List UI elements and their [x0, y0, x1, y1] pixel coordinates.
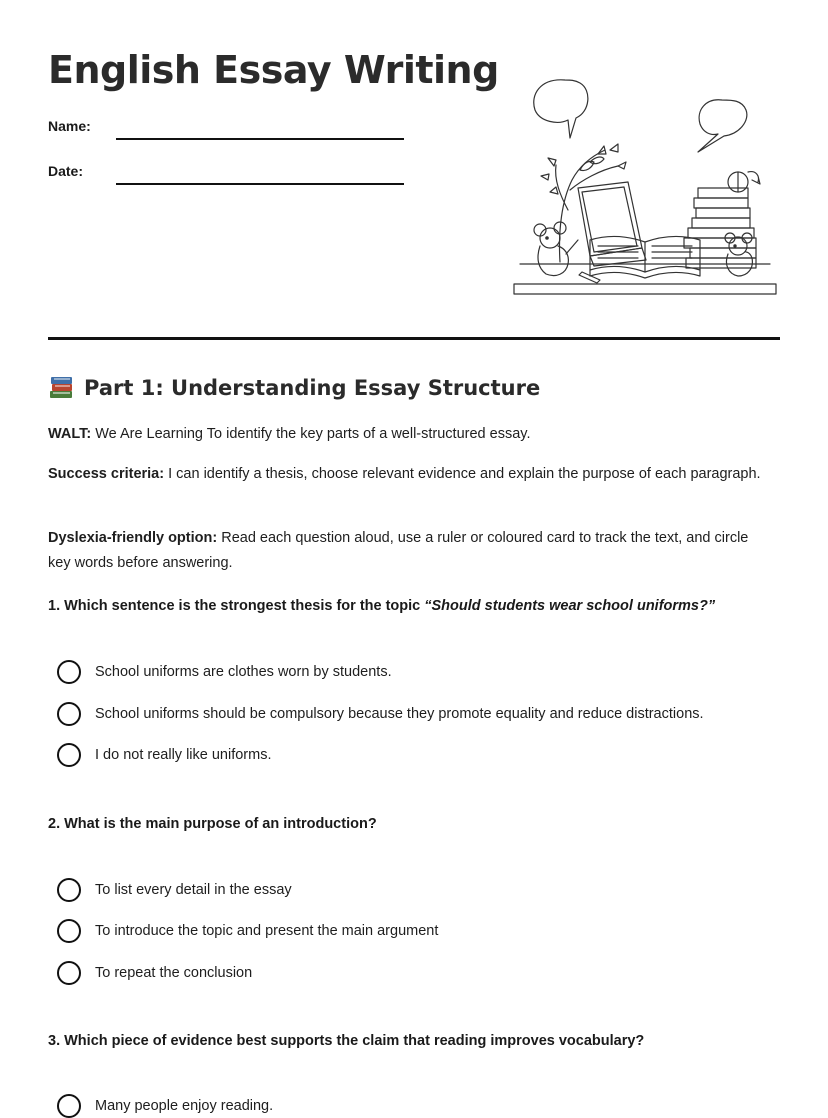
question-3-option-a[interactable]	[57, 1093, 273, 1118]
date-field[interactable]	[48, 163, 408, 193]
dyslexia-option-text: Read each question aloud, use a ruler or coloured card to track the text, and circle key words before answering.	[48, 530, 749, 571]
name-line[interactable]	[116, 138, 404, 140]
page-title: English Essay Writing	[48, 48, 499, 92]
question-2	[48, 816, 788, 832]
question-2-option-b[interactable]	[57, 918, 438, 944]
question-2-text: 2. What is the main purpose of an introduction?	[48, 816, 377, 832]
books-icon	[48, 374, 75, 401]
name-field[interactable]	[48, 118, 408, 148]
option-text: To list every detail in the essay	[95, 882, 292, 898]
dyslexia-option-paragraph	[48, 526, 768, 576]
success-criteria-label: Success criteria:	[48, 466, 165, 482]
reading-mice-illustration	[510, 70, 782, 300]
walt-text: We Are Learning To identify the key parts of a well-structured essay.	[91, 426, 531, 442]
option-text: I do not really like uniforms.	[95, 747, 272, 763]
question-2-option-a[interactable]	[57, 877, 292, 903]
dyslexia-option-label: Dyslexia-friendly option:	[48, 530, 218, 546]
radio-circle-icon[interactable]	[57, 660, 81, 684]
speech-bubble-icon	[698, 100, 747, 152]
option-text: Many people enjoy reading.	[95, 1098, 274, 1114]
speech-bubble-icon	[534, 80, 588, 138]
part1-heading-text: Part 1: Understanding Essay Structure	[84, 375, 541, 400]
radio-circle-icon[interactable]	[57, 919, 81, 943]
walt-paragraph	[48, 422, 768, 447]
date-label: Date:	[48, 163, 84, 179]
radio-circle-icon[interactable]	[57, 878, 81, 902]
question-3-text: 3. Which piece of evidence best supports the claim that reading improves vocabulary?	[48, 1033, 645, 1049]
question-1-option-c[interactable]	[57, 742, 272, 768]
success-criteria-paragraph	[48, 462, 768, 487]
option-text: To repeat the conclusion	[95, 965, 253, 981]
question-1-topic: “Should students wear school uniforms?”	[424, 598, 716, 614]
success-criteria-text: I can identify a thesis, choose relevant evidence and explain the purpose of each paragraph.	[164, 466, 761, 482]
date-line[interactable]	[116, 183, 404, 185]
question-1-option-b[interactable]	[57, 701, 704, 727]
radio-circle-icon[interactable]	[57, 961, 81, 985]
radio-circle-icon[interactable]	[57, 702, 81, 726]
question-1-option-a[interactable]	[57, 659, 392, 685]
name-label: Name:	[48, 118, 91, 134]
option-text: School uniforms should be compulsory because they promote equality and reduce distractions.	[95, 706, 704, 722]
option-text: To introduce the topic and present the main argument	[95, 923, 439, 939]
question-1	[48, 598, 788, 614]
radio-circle-icon[interactable]	[57, 1094, 81, 1118]
option-text: School uniforms are clothes worn by students.	[95, 664, 392, 680]
walt-label: WALT:	[48, 426, 92, 442]
section-divider	[48, 337, 780, 340]
part1-heading	[48, 374, 540, 401]
question-3	[48, 1033, 788, 1049]
radio-circle-icon[interactable]	[57, 743, 81, 767]
question-2-option-c[interactable]	[57, 960, 252, 986]
question-1-text: 1. Which sentence is the strongest thesis for the topic	[48, 598, 425, 614]
